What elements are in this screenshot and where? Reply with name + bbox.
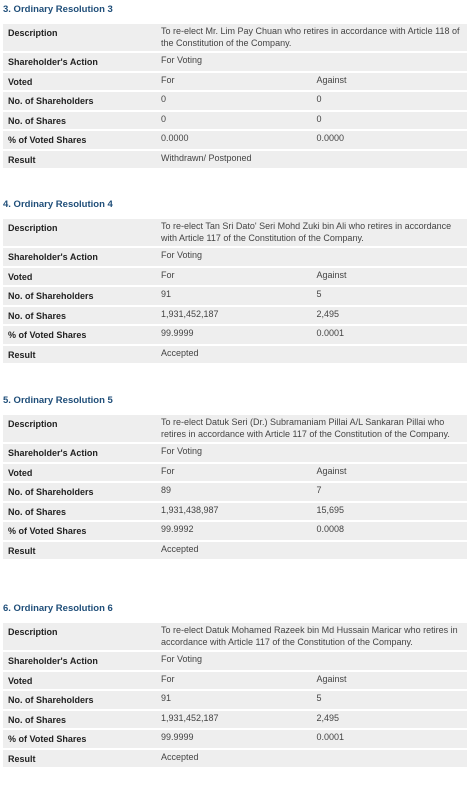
- result-value: Accepted: [156, 542, 467, 560]
- result-value: Accepted: [156, 750, 467, 768]
- action-label: Shareholder's Action: [3, 444, 156, 462]
- percent-against: 0.0008: [312, 522, 468, 540]
- action-row: [3, 652, 467, 670]
- shares-for: 1,931,452,187: [156, 711, 312, 729]
- voted-row: [3, 73, 467, 91]
- shares-row: [3, 711, 467, 729]
- percent-against: 0.0001: [312, 326, 468, 344]
- shares-row: [3, 503, 467, 521]
- result-row: [3, 542, 467, 560]
- shareholders-row: [3, 287, 467, 305]
- percent-label: % of Voted Shares: [3, 730, 156, 748]
- voted-label: Voted: [3, 672, 156, 690]
- against-label: Against: [312, 268, 468, 286]
- action-row: [3, 248, 467, 266]
- shares-for: 1,931,438,987: [156, 503, 312, 521]
- shares-against: 0: [312, 112, 468, 130]
- shares-row: [3, 112, 467, 130]
- shares-label: No. of Shares: [3, 503, 156, 521]
- percent-against: 0.0001: [312, 730, 468, 748]
- description-row: [3, 24, 467, 51]
- description-row: [3, 623, 467, 650]
- shareholders-label: No. of Shareholders: [3, 483, 156, 501]
- resolution-table: [3, 217, 467, 365]
- percent-row: [3, 131, 467, 149]
- resolution-section: [3, 4, 467, 170]
- result-row: [3, 151, 467, 169]
- percent-against: 0.0000: [312, 131, 468, 149]
- action-label: Shareholder's Action: [3, 652, 156, 670]
- percent-for: 0.0000: [156, 131, 312, 149]
- percent-label: % of Voted Shares: [3, 326, 156, 344]
- description-label: Description: [3, 219, 156, 246]
- for-label: For: [156, 464, 312, 482]
- shares-against: 2,495: [312, 711, 468, 729]
- action-row: [3, 444, 467, 462]
- for-label: For: [156, 672, 312, 690]
- shareholders-against: 5: [312, 691, 468, 709]
- shares-against: 2,495: [312, 307, 468, 325]
- shares-for: 1,931,452,187: [156, 307, 312, 325]
- shareholders-label: No. of Shareholders: [3, 287, 156, 305]
- percent-label: % of Voted Shares: [3, 131, 156, 149]
- shareholders-row: [3, 92, 467, 110]
- shareholders-for: 91: [156, 287, 312, 305]
- voted-row: [3, 268, 467, 286]
- resolution-title: 6. Ordinary Resolution 6: [3, 603, 113, 614]
- result-label: Result: [3, 750, 156, 768]
- resolution-table: [3, 621, 467, 769]
- shares-label: No. of Shares: [3, 711, 156, 729]
- resolution-title: 3. Ordinary Resolution 3: [3, 4, 113, 15]
- shareholders-for: 0: [156, 92, 312, 110]
- against-label: Against: [312, 672, 468, 690]
- resolution-title: 5. Ordinary Resolution 5: [3, 395, 113, 406]
- result-label: Result: [3, 346, 156, 364]
- description-label: Description: [3, 24, 156, 51]
- action-label: Shareholder's Action: [3, 248, 156, 266]
- for-label: For: [156, 73, 312, 91]
- shareholders-label: No. of Shareholders: [3, 92, 156, 110]
- description-label: Description: [3, 623, 156, 650]
- result-value: Withdrawn/ Postponed: [156, 151, 467, 169]
- shares-row: [3, 307, 467, 325]
- result-label: Result: [3, 542, 156, 560]
- voted-label: Voted: [3, 464, 156, 482]
- resolution-table: [3, 413, 467, 561]
- shareholders-label: No. of Shareholders: [3, 691, 156, 709]
- shareholders-for: 91: [156, 691, 312, 709]
- result-label: Result: [3, 151, 156, 169]
- shareholders-against: 0: [312, 92, 468, 110]
- percent-row: [3, 326, 467, 344]
- shares-for: 0: [156, 112, 312, 130]
- result-value: Accepted: [156, 346, 467, 364]
- description-value: To re-elect Tan Sri Dato' Seri Mohd Zuki bin Ali who retires in accordance with Article 117 of the Constitution of the Company.: [156, 219, 467, 246]
- voted-label: Voted: [3, 73, 156, 91]
- shares-against: 15,695: [312, 503, 468, 521]
- shareholders-against: 5: [312, 287, 468, 305]
- resolution-section: [3, 199, 467, 365]
- percent-for: 99.9999: [156, 326, 312, 344]
- percent-row: [3, 522, 467, 540]
- result-row: [3, 346, 467, 364]
- description-label: Description: [3, 415, 156, 442]
- action-row: [3, 53, 467, 71]
- description-value: To re-elect Datuk Seri (Dr.) Subramaniam Pillai A/L Sankaran Pillai who retires in accordance with Article 117 of the Constitution of the Company.: [156, 415, 467, 442]
- description-value: To re-elect Datuk Mohamed Razeek bin Md Hussain Maricar who retires in accordance with Article 117 of the Constitution of the Company.: [156, 623, 467, 650]
- resolution-section: [3, 395, 467, 561]
- result-row: [3, 750, 467, 768]
- action-value: For Voting: [156, 53, 467, 71]
- action-value: For Voting: [156, 248, 467, 266]
- voted-label: Voted: [3, 268, 156, 286]
- shareholders-row: [3, 483, 467, 501]
- action-value: For Voting: [156, 652, 467, 670]
- shareholders-for: 89: [156, 483, 312, 501]
- percent-for: 99.9999: [156, 730, 312, 748]
- shares-label: No. of Shares: [3, 112, 156, 130]
- against-label: Against: [312, 73, 468, 91]
- description-row: [3, 219, 467, 246]
- resolution-table: [3, 22, 467, 170]
- shares-label: No. of Shares: [3, 307, 156, 325]
- resolution-title: 4. Ordinary Resolution 4: [3, 199, 113, 210]
- percent-row: [3, 730, 467, 748]
- voted-row: [3, 672, 467, 690]
- action-value: For Voting: [156, 444, 467, 462]
- percent-label: % of Voted Shares: [3, 522, 156, 540]
- description-value: To re-elect Mr. Lim Pay Chuan who retires in accordance with Article 118 of the Constitution of the Company.: [156, 24, 467, 51]
- description-row: [3, 415, 467, 442]
- resolution-section: [3, 603, 467, 769]
- voted-row: [3, 464, 467, 482]
- for-label: For: [156, 268, 312, 286]
- shareholders-row: [3, 691, 467, 709]
- percent-for: 99.9992: [156, 522, 312, 540]
- against-label: Against: [312, 464, 468, 482]
- shareholders-against: 7: [312, 483, 468, 501]
- action-label: Shareholder's Action: [3, 53, 156, 71]
